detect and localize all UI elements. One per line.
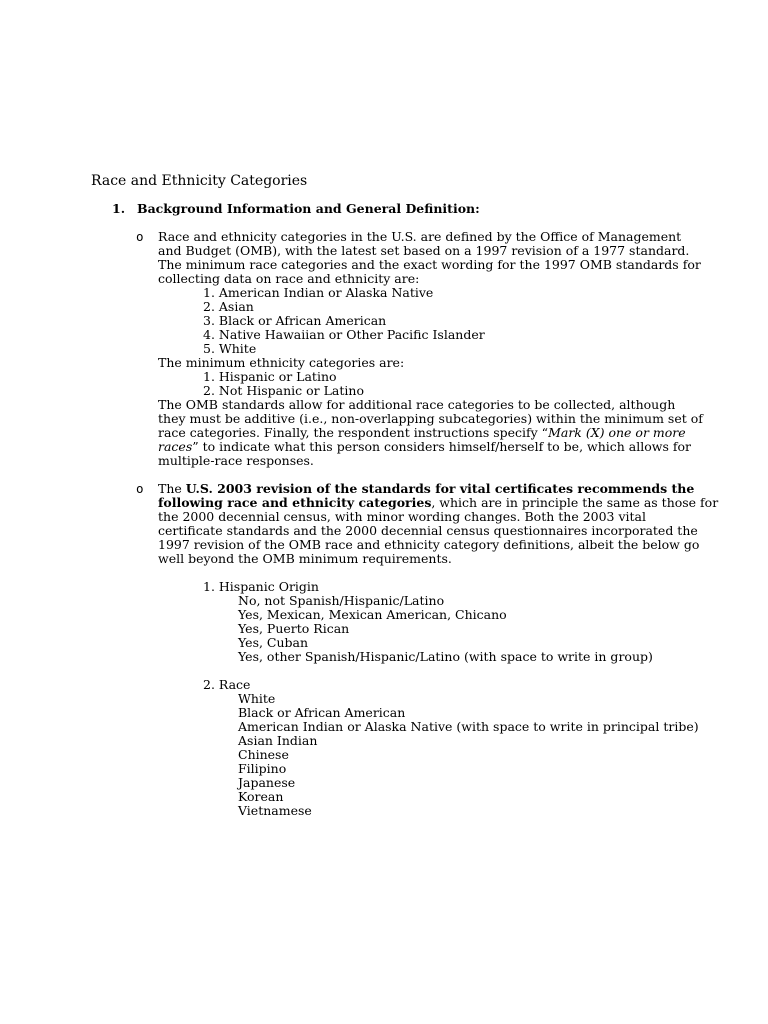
text-span: race categories. Finally, the respondent instructions specify “ — [158, 425, 549, 440]
race-list-item: 4. Native Hawaiian or Other Pacific Islander — [203, 327, 485, 342]
text-line: multiple-race responses. — [158, 453, 314, 468]
text-line: certificate standards and the 2000 decennial census questionnaires incorporated the — [158, 523, 698, 538]
race-option: Korean — [238, 789, 284, 804]
text-line: well beyond the OMB minimum requirements. — [158, 551, 452, 566]
text-line — [158, 495, 719, 510]
bullet-marker: o — [136, 481, 144, 496]
race-list-item: 3. Black or African American — [203, 313, 387, 328]
text-line: collecting data on race and ethnicity are: — [158, 271, 420, 286]
hispanic-option: No, not Spanish/Hispanic/Latino — [238, 593, 445, 608]
bold-emphasis: U.S. 2003 revision of the standards for vital certificates recommends the — [185, 481, 695, 496]
paragraph-omb-definition — [158, 229, 703, 468]
hispanic-option: Yes, Cuban — [238, 635, 309, 650]
section-heading-text: Background Information and General Definition: — [137, 201, 480, 216]
race-option: Black or African American — [238, 705, 406, 720]
text-line: The OMB standards allow for additional race categories to be collected, although — [158, 397, 676, 412]
bold-emphasis: following race and ethnicity categories — [158, 495, 432, 510]
text-line: Race and ethnicity categories in the U.S. are defined by the Office of Management — [158, 229, 682, 244]
text-line: The minimum ethnicity categories are: — [158, 355, 405, 370]
race-list-item: 1. American Indian or Alaska Native — [203, 285, 434, 300]
race-heading: 2. Race — [203, 677, 251, 692]
italic-instruction: Mark (X) one or more — [548, 425, 686, 440]
race-option: Vietnamese — [238, 803, 312, 818]
hispanic-origin-heading: 1. Hispanic Origin — [203, 579, 319, 594]
hispanic-option: Yes, Puerto Rican — [238, 621, 350, 636]
race-list-item: 2. Asian — [203, 299, 254, 314]
race-option: Japanese — [238, 775, 296, 790]
race-option: Asian Indian — [238, 733, 318, 748]
text-line: the 2000 decennial census, with minor wording changes. Both the 2003 vital — [158, 509, 647, 524]
bullet-marker: o — [136, 229, 144, 244]
text-line: and Budget (OMB), with the latest set based on a 1997 revision of a 1977 standard. — [158, 243, 690, 258]
race-option: American Indian or Alaska Native (with space to write in principal tribe) — [238, 719, 699, 734]
race-option: Filipino — [238, 761, 287, 776]
text-span: ” to indicate what this person considers himself/herself to be, which allows for — [192, 439, 691, 454]
text-line: 1997 revision of the OMB race and ethnicity category definitions, albeit the below go — [158, 537, 700, 552]
italic-instruction: races — [158, 439, 193, 454]
paragraph-2003-revision — [158, 481, 719, 818]
text-span: , which are in principle the same as those for — [431, 495, 719, 510]
text-line: The minimum race categories and the exact wording for the 1997 OMB standards for — [158, 257, 701, 272]
section-heading — [112, 202, 480, 216]
text-span: The — [158, 481, 186, 496]
text-line — [158, 482, 698, 496]
text-line — [158, 440, 698, 454]
ethnicity-list-item: 1. Hispanic or Latino — [203, 369, 337, 384]
hispanic-option: Yes, other Spanish/Hispanic/Latino (with space to write in group) — [238, 649, 653, 664]
hispanic-option: Yes, Mexican, Mexican American, Chicano — [238, 607, 507, 622]
race-list-item: 5. White — [203, 341, 257, 356]
section-number: 1. — [112, 201, 126, 216]
race-option: White — [238, 691, 276, 706]
page-title: Race and Ethnicity Categories — [91, 173, 308, 189]
text-line — [158, 426, 698, 440]
ethnicity-list-item: 2. Not Hispanic or Latino — [203, 383, 364, 398]
race-option: Chinese — [238, 747, 289, 762]
text-line: they must be additive (i.e., non-overlapping subcategories) within the minimum set of — [158, 411, 703, 426]
